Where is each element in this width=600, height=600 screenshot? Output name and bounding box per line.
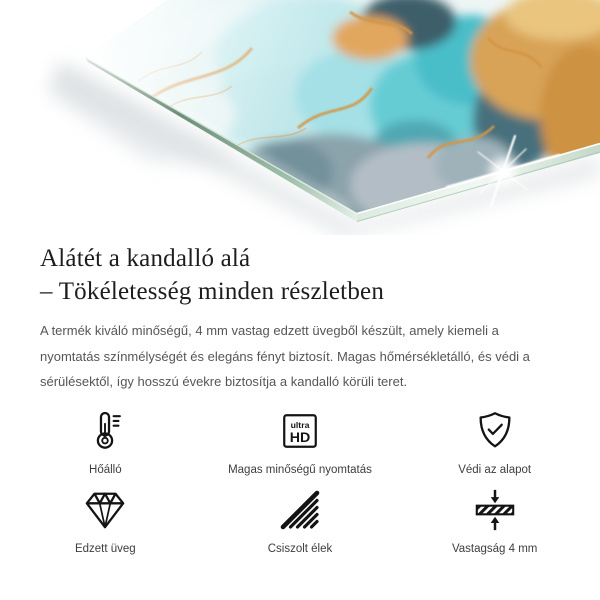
- svg-text:HD: HD: [289, 429, 311, 446]
- svg-text:ultra: ultra: [290, 419, 310, 430]
- feature-print-quality: [203, 407, 398, 477]
- feature-tempered-glass: [8, 486, 203, 556]
- feature-grid: [0, 407, 600, 556]
- beveled-edges-icon: [278, 486, 322, 534]
- feature-label: Csiszolt élek: [267, 542, 333, 555]
- product-description-section: [0, 242, 600, 395]
- product-photo: [0, 0, 600, 235]
- feature-label: Edzett üveg: [74, 542, 136, 555]
- glass-panel-illustration: [0, 0, 600, 235]
- page-title: [40, 242, 560, 308]
- feature-thickness: [397, 486, 592, 556]
- feature-label: Magas minőségű nyomtatás: [228, 463, 372, 476]
- title-line-1: Alátét a kandalló alá: [40, 245, 251, 272]
- title-line-2: – Tökéletesség minden részletben: [40, 278, 385, 305]
- feature-label: Védi az alapot: [458, 463, 532, 476]
- thickness-icon: [472, 486, 518, 534]
- feature-heat-resistant: [8, 407, 203, 477]
- feature-protects-base: [397, 407, 592, 477]
- feature-label: Vastagság 4 mm: [451, 542, 538, 555]
- feature-polished-edges: [203, 486, 398, 556]
- diamond-icon: [82, 486, 128, 534]
- thermometer-icon: [82, 407, 128, 455]
- product-description: A termék kiváló minőségű, 4 mm vastag edzett üvegből készült, amely kiemeli a nyomtatás színmélységét és elegáns fényt biztosít. Magas hőmérsékletálló, és védi a sérülésektől, így hosszú évekre biztosítja a kandalló körüli teret.: [40, 323, 530, 389]
- shield-check-icon: [472, 407, 518, 455]
- feature-label: Hőálló: [89, 463, 122, 476]
- ultra-hd-icon: [278, 407, 322, 455]
